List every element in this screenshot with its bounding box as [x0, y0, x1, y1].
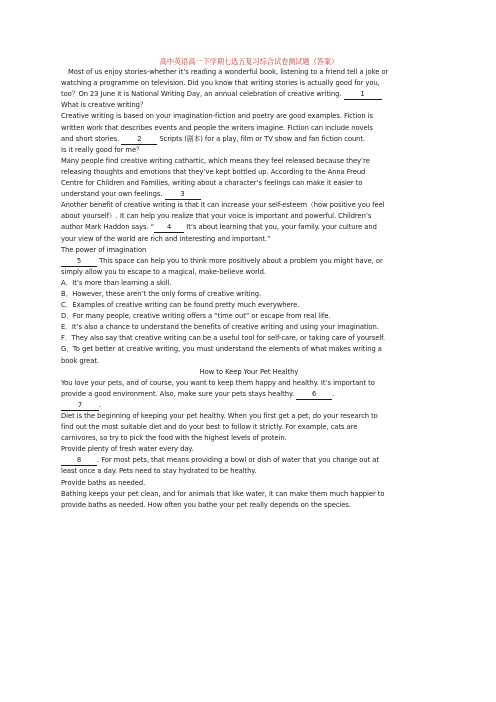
p4-text: It’s about learning that you, your family. your culture and — [186, 223, 377, 232]
p5-line — [61, 256, 437, 267]
heading-good-for-me: Is it really good for me？ — [61, 145, 143, 154]
blank-6[interactable]: 6 — [296, 390, 332, 400]
blank-2[interactable]: 2 — [121, 135, 157, 145]
passage2-title: How to Keep Your Pet Healthy — [199, 367, 299, 376]
pet-p4-line: provide baths as needed. How often you bathe your pet really depends on the species. — [61, 500, 351, 509]
option-b: B．However, these aren’t the only forms of creative writing. — [61, 289, 262, 298]
option-a: A．It’s more than learning a skill. — [61, 278, 172, 287]
p4-text: author Mark Haddon says. “ — [61, 223, 155, 232]
p2-line: Creative writing is based on your imagination-fiction and poetry are good examples. Fiction is — [61, 112, 373, 121]
p3-text: understand your own feelings. — [61, 190, 163, 199]
p3-line: Many people find creative writing cathartic, which means they feel released because they’re — [61, 156, 370, 165]
p4-line: about yourself）. It can help you realize that your voice is important and powerful. Children’s — [61, 212, 372, 221]
p5-line: simply allow you to escape to a magical, make-believe world. — [61, 267, 266, 276]
pet-p2-line: carnivores, so try to pick the food with the highest levels of protein. — [61, 434, 287, 443]
document-title: 高中英语高一下学期七选五复习综合试卷测试题（答案） — [159, 57, 339, 66]
option-c: C．Examples of creative writing can be found pretty much everywhere. — [61, 301, 300, 310]
p3-line — [61, 189, 437, 200]
p2-text: and short stories. — [61, 134, 120, 143]
p1-line: Most of us enjoy stories-whether it’s reading a wonderful book, listening to a friend tell a joke or — [68, 68, 389, 77]
p4-line — [61, 222, 437, 233]
p2-line: written work that describes events and people the writers imagine. Fiction can include novels — [61, 123, 373, 132]
p1-line — [61, 89, 437, 100]
heading-baths: Provide baths as needed. — [61, 478, 146, 487]
pet-p3-line — [61, 455, 437, 466]
blank-7[interactable]: 7 — [61, 401, 99, 411]
heading-fresh-water: Provide plenty of fresh water every day. — [61, 445, 194, 454]
p3-line: Centre for Children and Families, writing about a character’s feelings can make it easier to — [61, 179, 363, 188]
p1-line: watching a programme on television. Did you know that writing stories is actually good for you, — [61, 79, 380, 88]
option-g-continued: book great. — [61, 356, 100, 365]
heading-creative-writing: What is creative writing？ — [61, 101, 147, 110]
pet-p1-text: provide a good environment. Also, make sure your pets stays healthy. — [61, 389, 295, 398]
heading-power-of-imagination: The power of imagination — [61, 245, 147, 254]
blank-3[interactable]: 3 — [165, 190, 201, 200]
pet-p2-line: find out the most suitable diet and do your best to follow it strictly. For example, cats are — [61, 423, 358, 432]
p4-line: Another benefit of creative writing is that it can increase your self-esteem（how positive you feel — [61, 201, 385, 210]
p2-text: Scripts (剧本) for a play, film or TV show and fan fiction count. — [159, 134, 366, 143]
blank-5[interactable]: 5 — [61, 257, 97, 267]
p4-line: your view of the world are rich and interesting and important.” — [61, 234, 271, 243]
p5-text: This space can help you to think more positively about a problem you might have, or — [99, 256, 383, 265]
pet-p3-text: . For most pets, that means providing a bowl or dish of water that you change out at — [97, 456, 379, 465]
option-e: E．It’s also a chance to understand the benefits of creative writing and using your imagination. — [61, 323, 379, 332]
pet-p3-line: least once a day. Pets need to stay hydrated to be healthy. — [61, 467, 257, 476]
blank-1[interactable]: 1 — [344, 90, 382, 100]
option-f: F．They also say that creative writing can be a useful tool for self-care, or taking care of yourself. — [61, 334, 386, 343]
p3-line: releasing thoughts and emotions that they’ve kept bottled up. According to the Anna Freud — [61, 167, 366, 176]
option-d: D．For many people, creative writing offers a “time out” or escape from real life. — [61, 312, 331, 321]
p2-line — [61, 134, 437, 145]
pet-blank-line: 7 . — [61, 400, 437, 411]
pet-p4-line: Bathing keeps your pet clean, and for animals that like water, it can make them much happier to — [61, 489, 385, 498]
document-body — [61, 56, 437, 511]
blank-8[interactable]: 8 — [61, 456, 97, 466]
pet-p1-line: provide a good environment. Also, make sure your pets stays healthy. 6 . — [61, 389, 335, 398]
pet-p2-line: Diet is the beginning of keeping your pet healthy. When you first get a pet, do your research to — [61, 412, 378, 420]
pet-p1-line: You love your pets, and of course, you want to keep them happy and healthy. It’s important to — [61, 378, 375, 387]
blank-4[interactable]: 4 — [154, 223, 184, 233]
option-g: G．To get better at creative writing, you must understand the elements of what makes writing a — [61, 345, 382, 354]
p1-text: too？On 23 June it is National Writing Day, an annual celebration of creative writing. — [61, 90, 342, 99]
